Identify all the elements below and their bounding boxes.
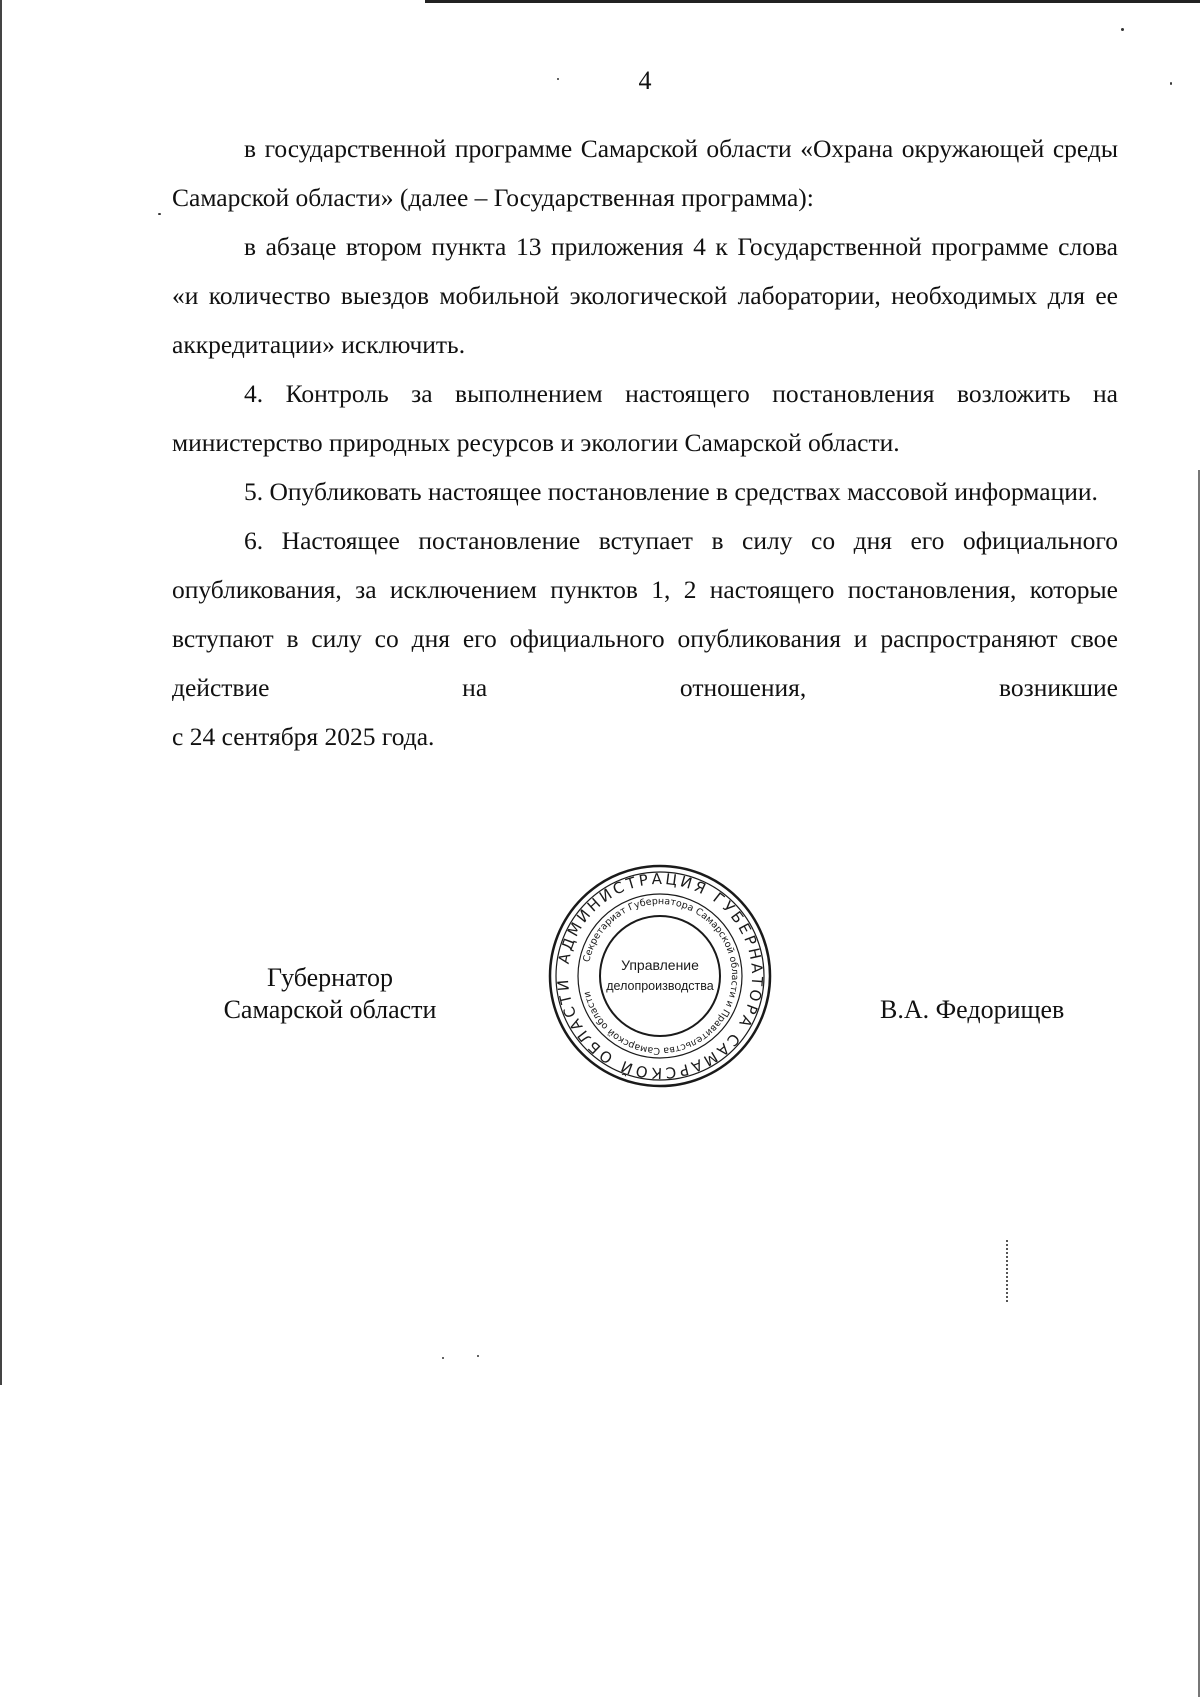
paragraph-appendix-change: в абзаце втором пункта 13 приложения 4 к Государственной программе слова «и количество выездов мобильной экологической лаборатории, необходимых для ее аккредитации» исключить. (172, 232, 1118, 359)
document-body (172, 124, 1118, 761)
scan-speck (442, 1357, 444, 1359)
stamp-middle-circle (578, 894, 742, 1058)
scan-edge-top (425, 0, 1200, 3)
scan-speck (158, 213, 161, 215)
scan-speck (1121, 28, 1124, 31)
page-number: 4 (638, 66, 652, 95)
signatory-position (190, 962, 470, 1026)
paragraph-control: 4. Контроль за выполнением настоящего постановления возложить на министерство природных ресурсов и экологии Самарской области. (172, 379, 1118, 457)
scan-edge-left (0, 0, 2, 1385)
paragraph-program-amendment: в государственной программе Самарской области «Охрана окружающей среды Самарской области» (далее – Государственная программа): (172, 134, 1118, 212)
stamp-outer-text: АДМИНИСТРАЦИЯ ГУБЕРНАТОРА САМАРСКОЙ ОБЛАСТИ (553, 869, 767, 1083)
stamp-center-circle (600, 916, 720, 1036)
paragraph-effective-date: 6. Настоящее постановление вступает в силу со дня его официального опубликования, за исключением пунктов 1, 2 настоящего постановления, которые вступают в силу со дня его официального опубликования и распространяют свое действие на отношения, возникшие (172, 526, 1118, 702)
stamp-center-line1: Управление (621, 957, 699, 973)
stamp-inner-text: Секретариат Губернатора Самарской области и Правительства Самарской области (581, 895, 741, 1057)
scan-speck (477, 1355, 479, 1357)
paragraph-publication: 5. Опубликовать настоящее постановление в средствах массовой информации. (244, 477, 1098, 506)
stamp-center-line2: делопроизводства (606, 979, 714, 993)
signatory-position-line2: Самарской области (223, 995, 437, 1024)
official-stamp (546, 862, 774, 1090)
scan-dotted-mark (1006, 1240, 1012, 1302)
signatory-name: В.А. Федорищев (880, 995, 1065, 1024)
paragraph-effective-date-end: с 24 сентября 2025 года. (172, 722, 435, 751)
signatory-position-line1: Губернатор (267, 963, 393, 992)
